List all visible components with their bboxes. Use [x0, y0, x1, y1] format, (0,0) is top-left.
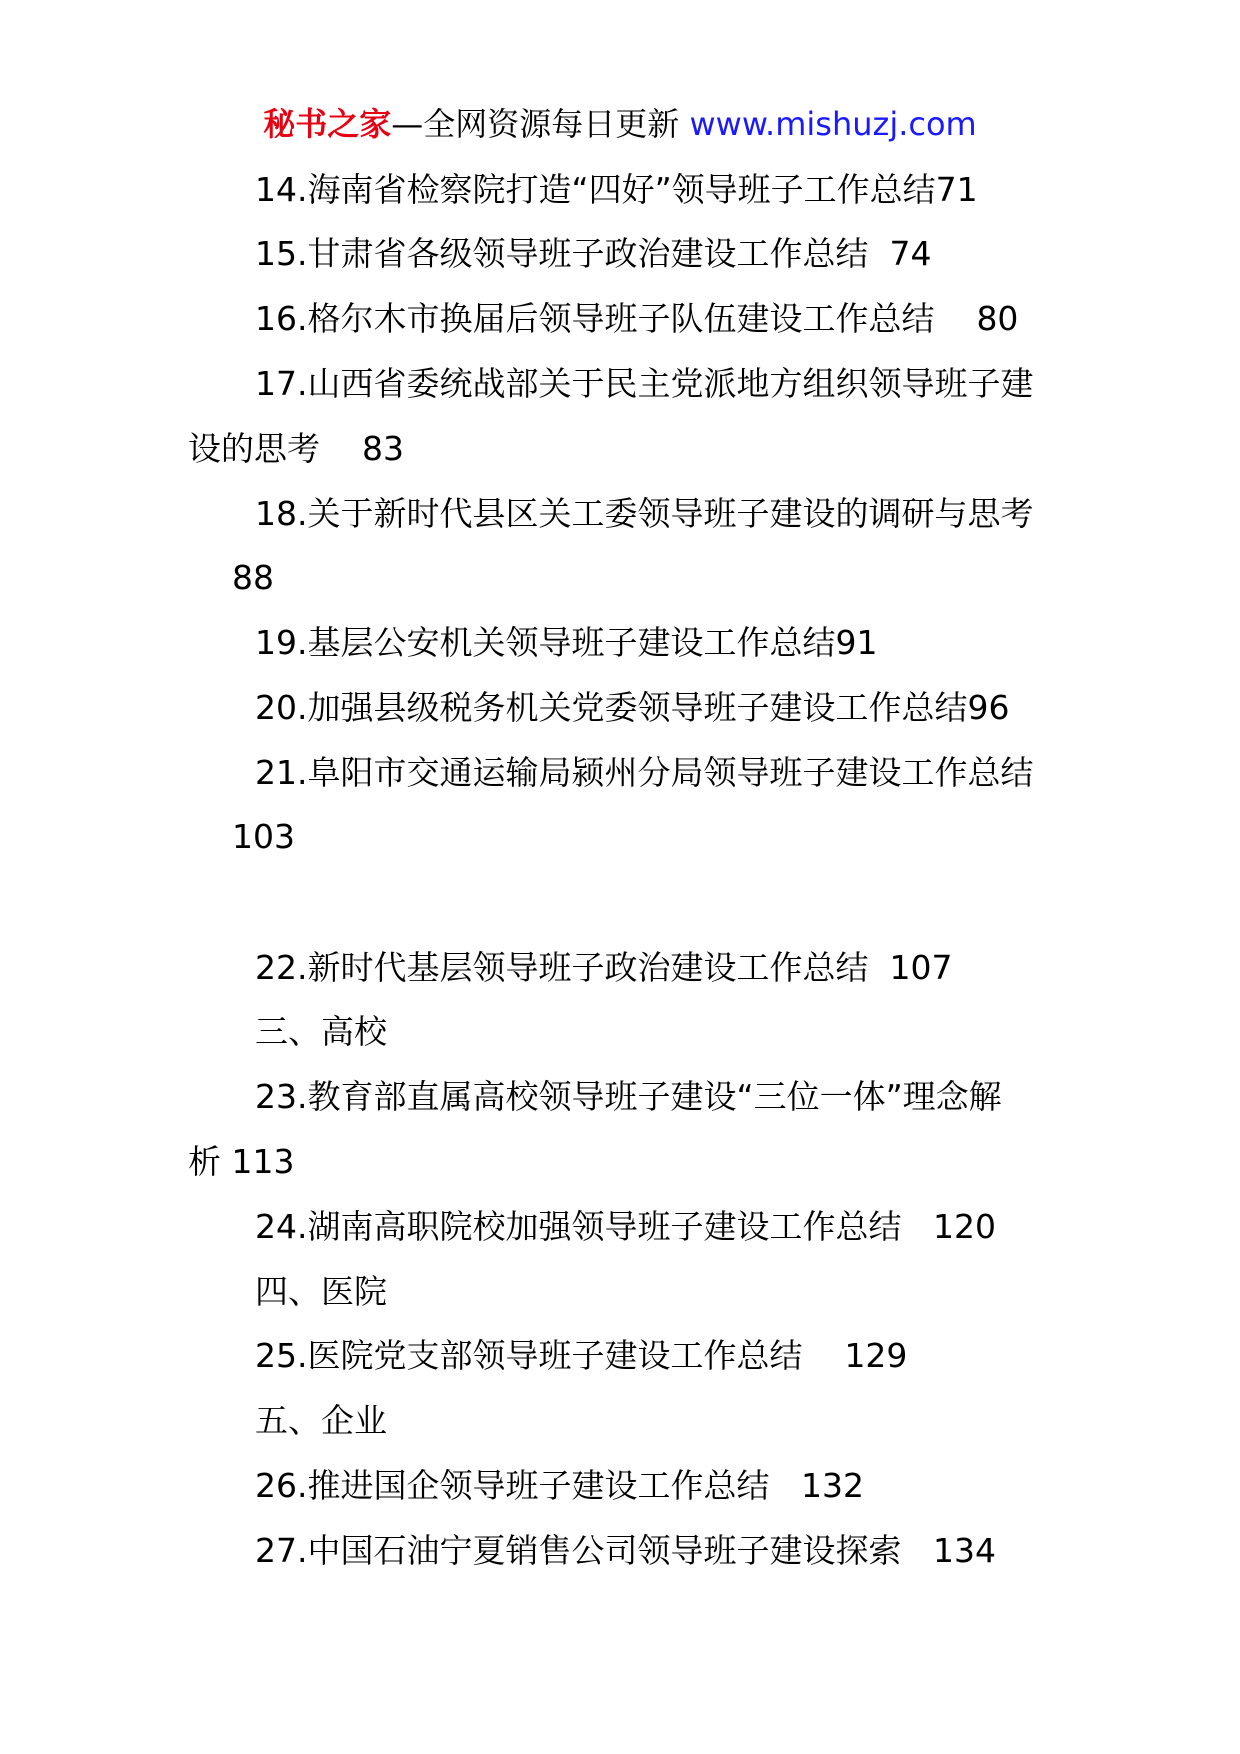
- toc-entry-25: 25.医院党支部领导班子建设工作总结 129: [255, 1336, 908, 1375]
- toc-entry-17: 17.山西省委统战部关于民主党派地方组织领导班子建: [255, 364, 1034, 403]
- toc-section-enterprises: 五、企业: [255, 1401, 387, 1440]
- toc-entry-20: 20.加强县级税务机关党委领导班子建设工作总结96: [255, 688, 1010, 727]
- toc-entry-22: 22.新时代基层领导班子政治建设工作总结 107: [255, 948, 953, 987]
- site-brand: 秘书之家: [263, 105, 392, 143]
- toc-entry-18-continued: 88: [232, 558, 274, 597]
- site-url-link[interactable]: www.mishuzj.com: [689, 105, 977, 143]
- toc-entry-27: 27.中国石油宁夏销售公司领导班子建设探索 134: [255, 1531, 996, 1570]
- toc-entry-14: 14.海南省检察院打造“四好”领导班子工作总结71: [255, 170, 978, 209]
- toc-entry-24: 24.湖南高职院校加强领导班子建设工作总结 120: [255, 1207, 996, 1246]
- site-banner: [0, 102, 1240, 146]
- toc-section-hospitals: 四、医院: [255, 1272, 387, 1311]
- toc-section-universities: 三、高校: [255, 1012, 387, 1051]
- toc-entry-23: 23.教育部直属高校领导班子建设“三位一体”理念解: [255, 1077, 1002, 1116]
- toc-entry-17-continued: 设的思考 83: [188, 429, 404, 468]
- toc-entry-23-continued: 析 113: [188, 1142, 295, 1181]
- toc-entry-19: 19.基层公安机关领导班子建设工作总结91: [255, 623, 878, 662]
- toc-entry-15: 15.甘肃省各级领导班子政治建设工作总结 74: [255, 234, 932, 273]
- toc-entry-26: 26.推进国企领导班子建设工作总结 132: [255, 1466, 864, 1505]
- toc-entry-18: 18.关于新时代县区关工委领导班子建设的调研与思考: [255, 494, 1034, 533]
- toc-entry-21: 21.阜阳市交通运输局颍州分局领导班子建设工作总结: [255, 753, 1034, 792]
- toc-entry-16: 16.格尔木市换届后领导班子队伍建设工作总结 80: [255, 299, 1019, 338]
- site-tagline: —全网资源每日更新: [391, 105, 690, 143]
- toc-entry-21-continued: 103: [232, 817, 295, 856]
